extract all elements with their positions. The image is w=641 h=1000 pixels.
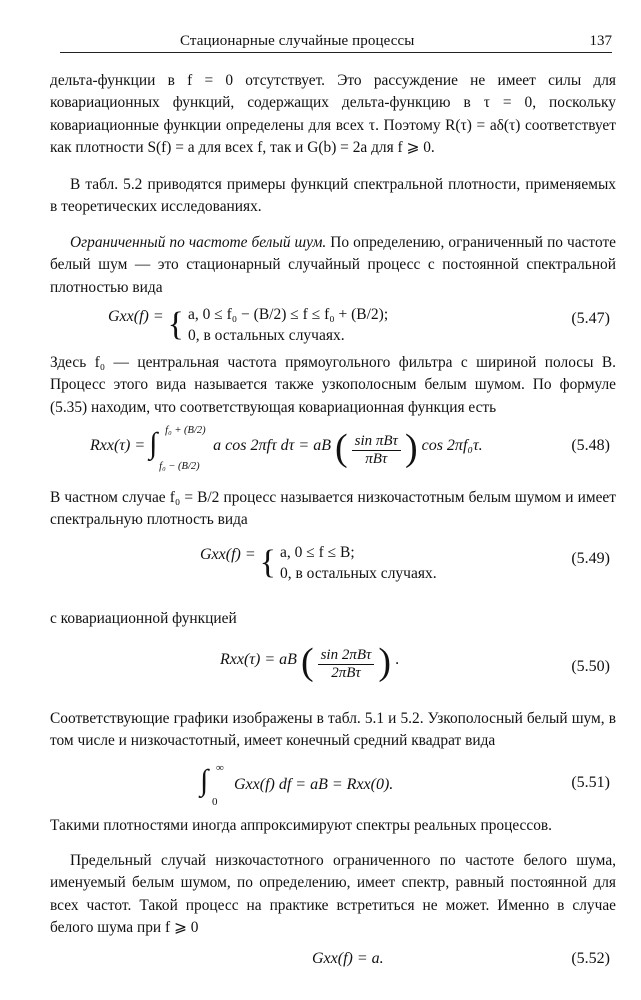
- eq548-lhs: Rxx(τ) =: [90, 436, 146, 454]
- section-heading: Ограниченный по частоте белый шум.: [70, 234, 327, 251]
- paragraph-2: В табл. 5.2 приводятся примеры функций спектральной плотности, применяемых в теоретических исследованиях.: [50, 176, 616, 216]
- eq548-lparen: (: [334, 427, 348, 469]
- paragraph-5: В частном случае f₀ = B/2 процесс называется низкочастотным белым шумом и имеет спектральную плотность вида: [50, 489, 616, 529]
- eq549-brace: {: [259, 544, 276, 581]
- paragraph-7: Соответствующие графики изображены в табл. 5.1 и 5.2. Узкополосный белый шум, в том числе и низкочастотный, имеет конечный средний квадрат вида: [50, 710, 616, 750]
- eq548-upper-limit: f₀ + (B/2): [165, 425, 206, 436]
- paragraph-6: с ковариационной функцией: [50, 610, 237, 627]
- eq549-lhs: Gxx(f) =: [200, 546, 256, 563]
- paragraph-9: Предельный случай низкочастотного ограниченного по частоте белого шума, именуемый белым шумом, по определению, имеет спектр, равный постоянной для всех частот. Такой процесс на практике встретиться не может. Именно в случае белого шума при f ⩾ 0: [50, 852, 616, 936]
- eq550-lparen: (: [300, 641, 314, 683]
- eq549-case-2: 0, в остальных случаях.: [279, 565, 437, 583]
- eq548-lower-limit: f₀ − (B/2): [159, 461, 200, 472]
- running-header: [60, 30, 612, 53]
- equation-5-49: [50, 538, 616, 588]
- eq551-integral-sign: ∫: [200, 764, 209, 797]
- eq547-cases: [188, 304, 388, 346]
- equation-5-47: [50, 300, 616, 350]
- eq548-fraction: [352, 433, 401, 468]
- eq549-case-1: a, 0 ≤ f ≤ B;: [279, 544, 355, 562]
- eq551-upper-limit: ∞: [216, 762, 224, 774]
- eq551-lower-limit: 0: [212, 796, 218, 808]
- eq552-body: Gxx(f) = a.: [312, 950, 384, 967]
- equation-5-52: [50, 950, 616, 980]
- equation-5-51: [50, 764, 616, 814]
- eq551-body: Gxx(f) df = aB = Rxx(0).: [234, 775, 394, 793]
- eq548-rparen: ): [404, 427, 418, 469]
- eq548-integral: [149, 425, 209, 475]
- eq547-case-1: a, 0 ≤ f₀ − (B/2) ≤ f ≤ f₀ + (B/2);: [187, 306, 389, 324]
- eq551-number: (5.51): [571, 774, 610, 791]
- paragraph-1: дельта-функции в f = 0 отсутствует. Это рассуждение не имеет силы для ковариационных функций, содержащих дельта-функцию в τ = 0, поскольку ковариационные функции определены для всех τ. Поэтому R(τ) = aδ(τ) соответствует как плотности S(f) = a для всех f, так и G(b) = 2a для f ⩾ 0.: [50, 72, 616, 156]
- eq548-number: (5.48): [571, 437, 610, 454]
- equation-5-48: [50, 425, 616, 481]
- eq550-frac-num: sin 2πBτ: [318, 647, 375, 665]
- paragraph-8: Такими плотностями иногда аппроксимируют спектры реальных процессов.: [50, 817, 553, 834]
- paragraph-3: [50, 232, 616, 299]
- eq552-number: (5.52): [571, 950, 610, 967]
- eq549-number: (5.49): [571, 550, 610, 567]
- eq548-integrand: a cos 2πfτ dτ = aB: [213, 436, 331, 454]
- eq550-frac-den: 2πBτ: [331, 664, 361, 681]
- eq550-fraction: [318, 647, 375, 682]
- paragraph-3-text: По определению, ограниченный по частоте белый шум — это стационарный случайный процесс с постоянной спектральной плотностью вида: [50, 234, 616, 296]
- eq548-frac-den: πBτ: [365, 450, 388, 467]
- eq550-lhs: Rxx(τ) = aB: [220, 650, 297, 668]
- eq551-integral: [200, 764, 230, 810]
- eq550-tail: .: [395, 650, 400, 668]
- eq548-tail: cos 2πf₀τ.: [421, 436, 483, 454]
- eq547-lhs: Gxx(f) =: [108, 308, 164, 325]
- eq548-integral-sign: ∫: [149, 427, 158, 460]
- running-title: Стационарные случайные процессы: [180, 33, 415, 49]
- eq550-rparen: ): [378, 641, 392, 683]
- eq547-brace: {: [167, 306, 184, 343]
- eq547-number: (5.47): [571, 310, 610, 327]
- equation-5-50: [50, 642, 616, 698]
- page-number: 137: [589, 33, 612, 49]
- eq550-number: (5.50): [571, 658, 610, 675]
- eq549-cases: [280, 542, 437, 584]
- eq548-frac-num: sin πBτ: [352, 433, 401, 451]
- eq547-case-2: 0, в остальных случаях.: [187, 327, 345, 345]
- paragraph-4: Здесь f₀ — центральная частота прямоугольного фильтра с шириной полосы B. Процесс этого вида называется также узкополосным белым шумом. По формуле (5.35) находим, что соответствующая ковариационная функция есть: [50, 354, 616, 416]
